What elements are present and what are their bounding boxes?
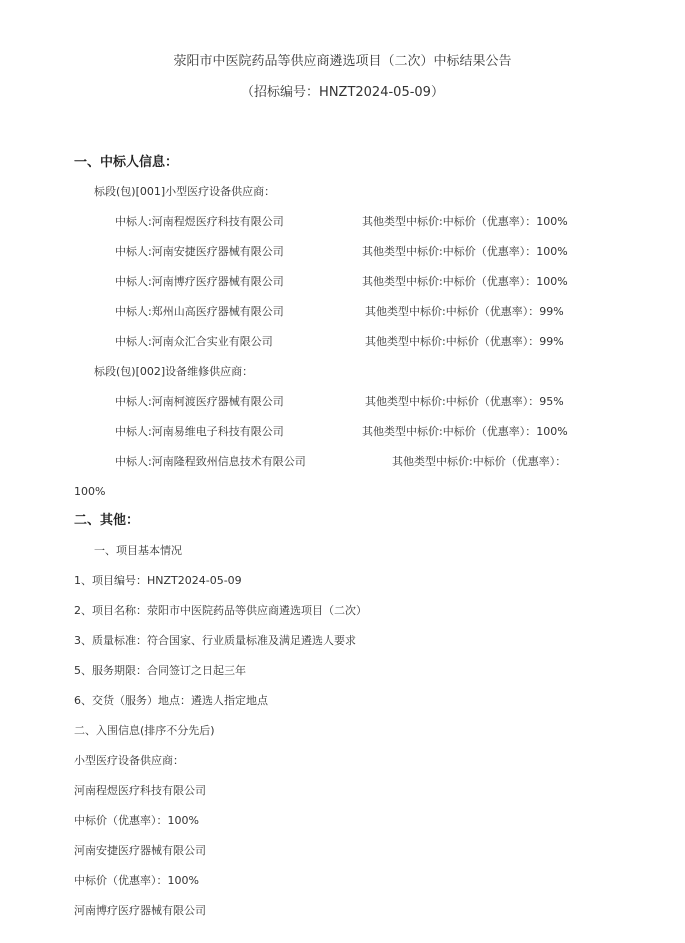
winner-name: 中标人:河南易维电子科技有限公司	[115, 425, 284, 438]
shortlist-line: 中标价（优惠率）：100%	[74, 874, 199, 887]
bid-number: （招标编号：HNZT2024-05-09）	[241, 85, 444, 100]
winner-name: 中标人:河南博疗医疗器械有限公司	[115, 275, 284, 288]
lot-label: 标段(包)[001]小型医疗设备供应商：	[94, 185, 276, 198]
winner-name: 中标人:河南隆程致州信息技术有限公司	[115, 455, 306, 468]
winner-price: 其他类型中标价:中标价（优惠率）：100%	[362, 245, 568, 258]
info-item: 1、项目编号：HNZT2024-05-09	[74, 574, 242, 587]
info-item: 3、质量标准：符合国家、行业质量标准及满足遴选人要求	[74, 634, 356, 647]
shortlist-line: 中标价（优惠率）：100%	[74, 814, 199, 827]
winner-price: 其他类型中标价:中标价（优惠率）：100%	[362, 275, 568, 288]
subsection-shortlist: 二、入围信息(排序不分先后)	[74, 724, 215, 737]
shortlist-category: 小型医疗设备供应商：	[74, 754, 184, 767]
subsection-basic-info: 一、项目基本情况	[94, 544, 182, 557]
winner-name: 中标人:河南安捷医疗器械有限公司	[115, 245, 284, 258]
winner-name: 中标人:河南柯渡医疗器械有限公司	[115, 395, 284, 408]
shortlist-line: 河南安捷医疗器械有限公司	[74, 844, 206, 857]
info-item: 2、项目名称：荥阳市中医院药品等供应商遴选项目（二次）	[74, 604, 367, 617]
winner-price: 其他类型中标价:中标价（优惠率）：99%	[365, 305, 564, 318]
winner-price-wrap: 100%	[74, 485, 106, 498]
winner-name: 中标人:河南众汇合实业有限公司	[115, 335, 273, 348]
section-heading-other: 二、其他：	[74, 513, 140, 528]
lot-label: 标段(包)[002]设备维修供应商：	[94, 365, 254, 378]
winner-name: 中标人:河南程煜医疗科技有限公司	[115, 215, 284, 228]
info-item: 6、交货（服务）地点：遴选人指定地点	[74, 694, 268, 707]
winner-price: 其他类型中标价:中标价（优惠率）：100%	[362, 425, 568, 438]
winner-name: 中标人:郑州山高医疗器械有限公司	[115, 305, 284, 318]
section-heading-winners: 一、中标人信息：	[74, 155, 179, 170]
winner-price: 其他类型中标价:中标价（优惠率）：100%	[362, 215, 568, 228]
shortlist-line: 河南博疗医疗器械有限公司	[74, 904, 206, 917]
info-item: 5、服务期限：合同签订之日起三年	[74, 664, 246, 677]
winner-price: 其他类型中标价:中标价（优惠率）：	[392, 455, 567, 468]
notice-title: 荥阳市中医院药品等供应商遴选项目（二次）中标结果公告	[173, 54, 512, 69]
shortlist-line: 河南程煜医疗科技有限公司	[74, 784, 206, 797]
winner-price: 其他类型中标价:中标价（优惠率）：95%	[365, 395, 564, 408]
winner-price: 其他类型中标价:中标价（优惠率）：99%	[365, 335, 564, 348]
